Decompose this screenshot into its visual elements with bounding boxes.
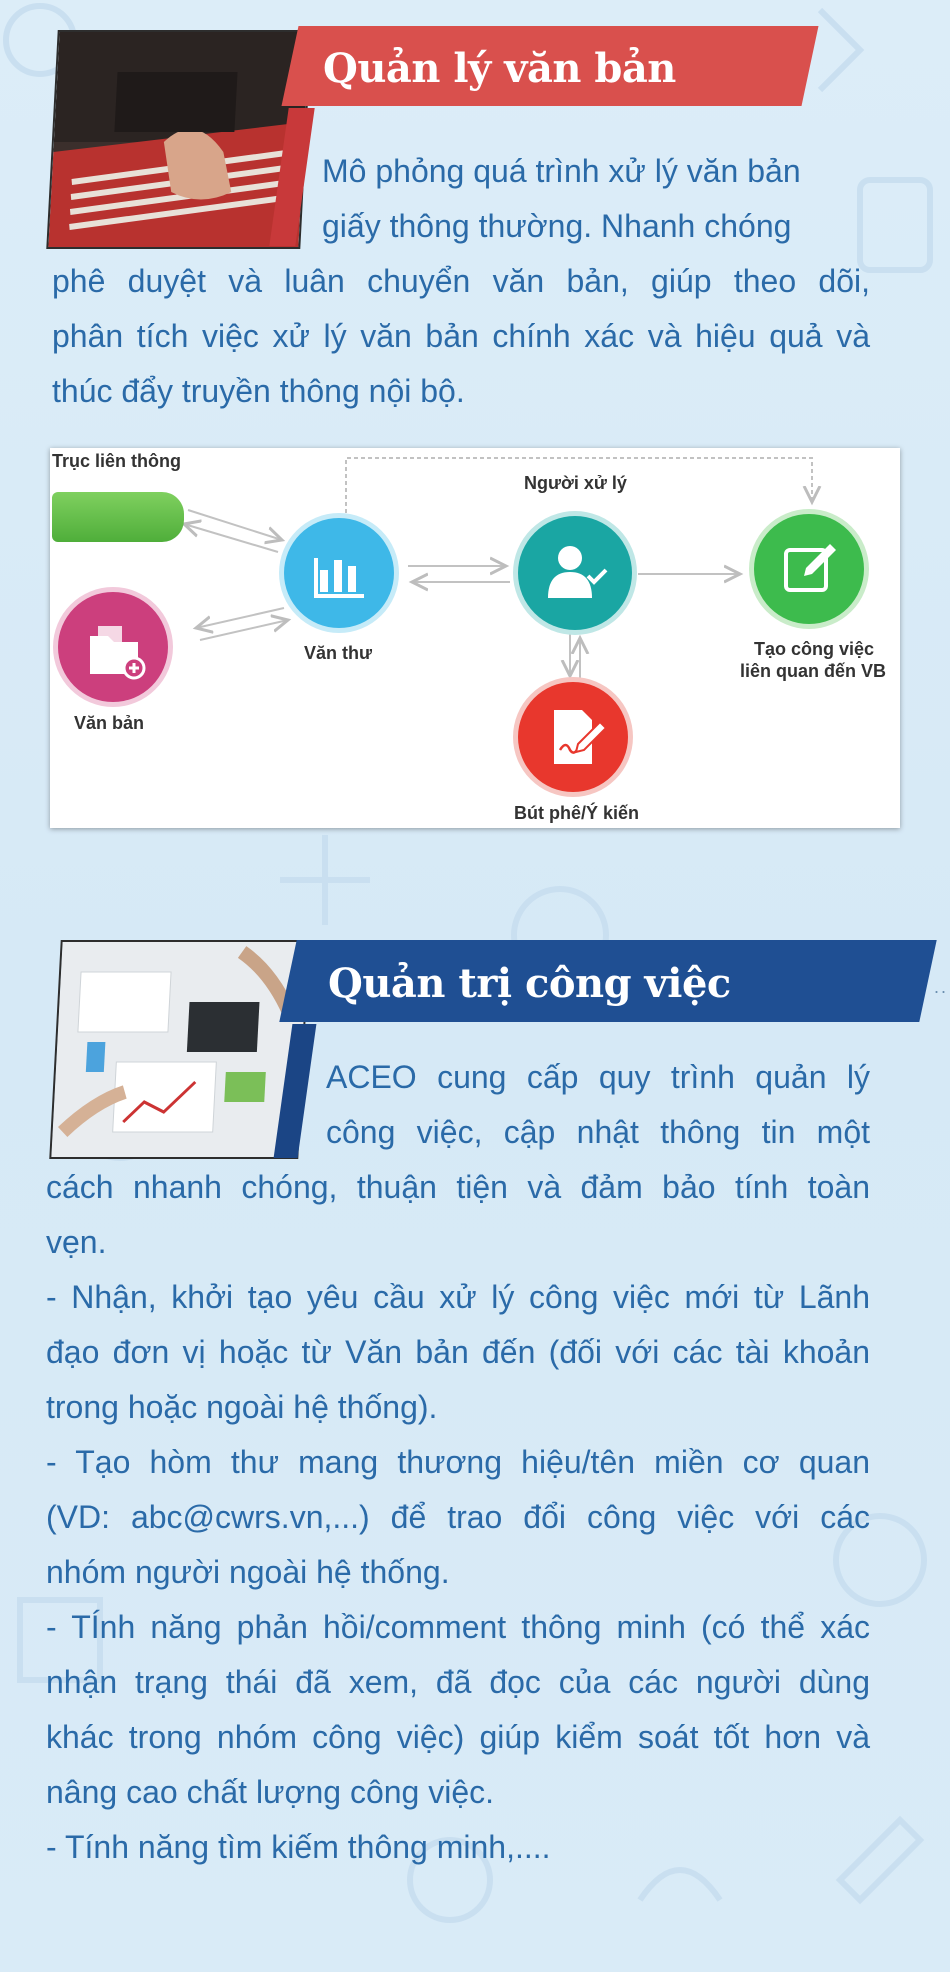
folder-plus-icon	[58, 592, 168, 702]
tao-cong-viec-label-1: Tạo công việc	[754, 639, 875, 659]
nguoi-xu-ly-node	[518, 516, 632, 630]
paragraph-line: khác trong nhóm công việc) giúp kiểm soát tốt hơn và	[46, 1719, 870, 1755]
document-sign-icon	[518, 682, 628, 792]
paragraph-line: đạo đơn vị hoặc từ Văn bản đến (đối với các tài khoản	[46, 1334, 870, 1370]
paragraph-line: ACEO cung cấp quy trình quản lý	[326, 1059, 870, 1095]
van-ban-label: Văn bản	[74, 713, 145, 733]
paragraph-line: - Tính năng tìm kiếm thông minh,....	[46, 1829, 551, 1865]
paragraph-line: (VD: abc@cwrs.vn,...) để trao đổi công việc với các	[46, 1499, 870, 1535]
truc-lien-thong-label: Trục liên thông	[52, 451, 181, 471]
paragraph-line: trong hoặc ngoài hệ thống).	[46, 1389, 438, 1425]
van-ban-node	[58, 592, 168, 702]
bar-chart-icon	[284, 518, 394, 628]
tao-cong-viec-node	[754, 514, 864, 624]
paragraph-line: cách nhanh chóng, thuận tiện và đảm bảo tính toàn	[46, 1169, 870, 1205]
paragraph-line: nhóm người ngoài hệ thống.	[46, 1554, 450, 1590]
decorative-dots: ..	[933, 977, 948, 997]
van-thu-label: Văn thư	[304, 643, 373, 663]
truc-lien-thong-cylinder	[52, 492, 184, 542]
but-phe-label: Bút phê/Ý kiến	[514, 803, 640, 823]
nguoi-xu-ly-label: Người xử lý	[524, 473, 627, 493]
paragraph-line: Mô phỏng quá trình xử lý văn bản	[322, 153, 801, 189]
paragraph-line: nâng cao chất lượng công việc.	[46, 1774, 495, 1810]
paragraph-line: phân tích việc xử lý văn bản chính xác và hiệu quả và	[52, 318, 870, 354]
tao-cong-viec-label-2: liên quan đến VB	[740, 661, 887, 681]
section2-paragraph	[0, 1050, 870, 1950]
section2-title: Quản trị công việc	[328, 960, 731, 1007]
paragraph-line: - Tạo hòm thư mang thương hiệu/tên miền cơ quan	[46, 1444, 870, 1480]
paragraph-line: - TÍnh năng phản hồi/comment thông minh (có thể xác	[46, 1609, 870, 1645]
paragraph-line: công việc, cập nhật thông tin một	[326, 1114, 870, 1150]
paragraph-line: - Nhận, khởi tạo yêu cầu xử lý công việc mới từ Lãnh	[46, 1279, 870, 1315]
user-check-icon	[518, 516, 632, 630]
section1-title: Quản lý văn bản	[323, 45, 676, 92]
paragraph-line: vẹn.	[46, 1224, 107, 1260]
but-phe-node	[518, 682, 628, 792]
document-flow-diagram	[50, 448, 900, 828]
paragraph-line: thúc đẩy truyền thông nội bộ.	[52, 373, 465, 409]
paragraph-line: giấy thông thường. Nhanh chóng	[322, 208, 792, 244]
paragraph-line: nhận trạng thái đã xem, đã đọc của các người dùng	[46, 1664, 870, 1700]
van-thu-node	[284, 518, 394, 628]
paragraph-line: phê duyệt và luân chuyển văn bản, giúp theo dõi,	[52, 263, 870, 299]
edit-icon	[754, 514, 864, 624]
section1-paragraph	[0, 144, 870, 434]
